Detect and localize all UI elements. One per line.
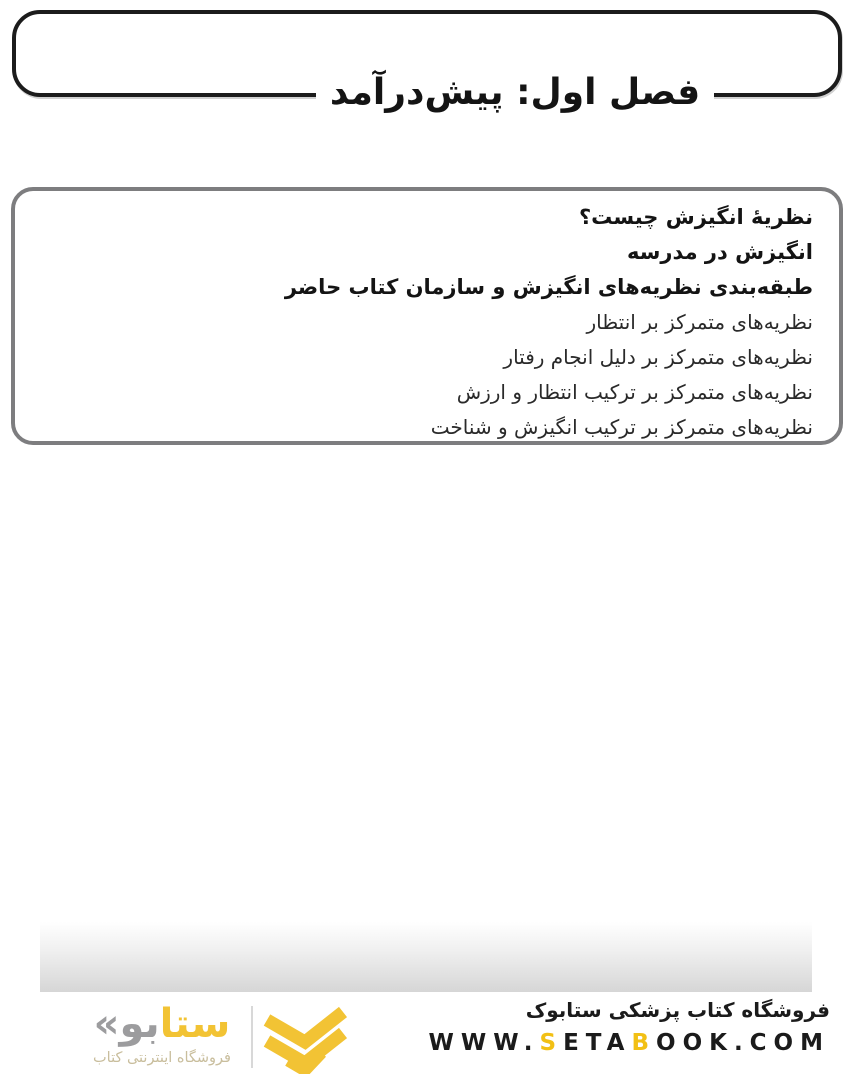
logo-divider (251, 1006, 253, 1068)
site-url (429, 1030, 831, 1056)
wordmark-yellow-part: ستا (159, 1001, 231, 1047)
url-part: ETA (563, 1030, 632, 1056)
chapter-topics-box (11, 187, 843, 445)
store-name: فروشگاه کتاب پزشکی ستابوک (525, 998, 830, 1022)
page-footer (0, 992, 854, 1079)
wordmark-chevron-glyph: « (93, 1001, 120, 1047)
chapter-title-row (0, 64, 854, 122)
url-part: OOK.COM (656, 1030, 830, 1056)
topic-item: نظریه‌های متمرکز بر انتظار (586, 310, 813, 334)
setabook-wordmark (78, 1002, 246, 1046)
wordmark-gray-part: بو (119, 1001, 160, 1047)
topic-item: طبقه‌بندی نظریه‌های انگیزش و سازمان کتاب حاضر (284, 275, 813, 299)
chapter-title: فصل اول: پیش‌درآمد (316, 64, 714, 122)
url-part-highlight: S (539, 1030, 564, 1056)
footer-gradient-band (40, 922, 812, 992)
logo-tagline: فروشگاه اینترنتی کتاب (93, 1050, 231, 1066)
topic-item: نظریه‌های متمرکز بر دلیل انجام رفتار (503, 345, 813, 369)
url-part: WWW. (428, 1030, 540, 1056)
topic-item: نظریه‌های متمرکز بر ترکیب انگیزش و شناخت (430, 415, 813, 439)
setabook-chevron-icon (261, 1004, 349, 1074)
footer-right-block (429, 996, 831, 1056)
topic-item: نظریه‌های متمرکز بر ترکیب انتظار و ارزش (456, 380, 813, 404)
url-part-highlight: B (631, 1030, 657, 1056)
topic-item: انگیزش در مدرسه (626, 240, 813, 264)
topic-item: نظریهٔ انگیزش چیست؟ (578, 205, 813, 229)
